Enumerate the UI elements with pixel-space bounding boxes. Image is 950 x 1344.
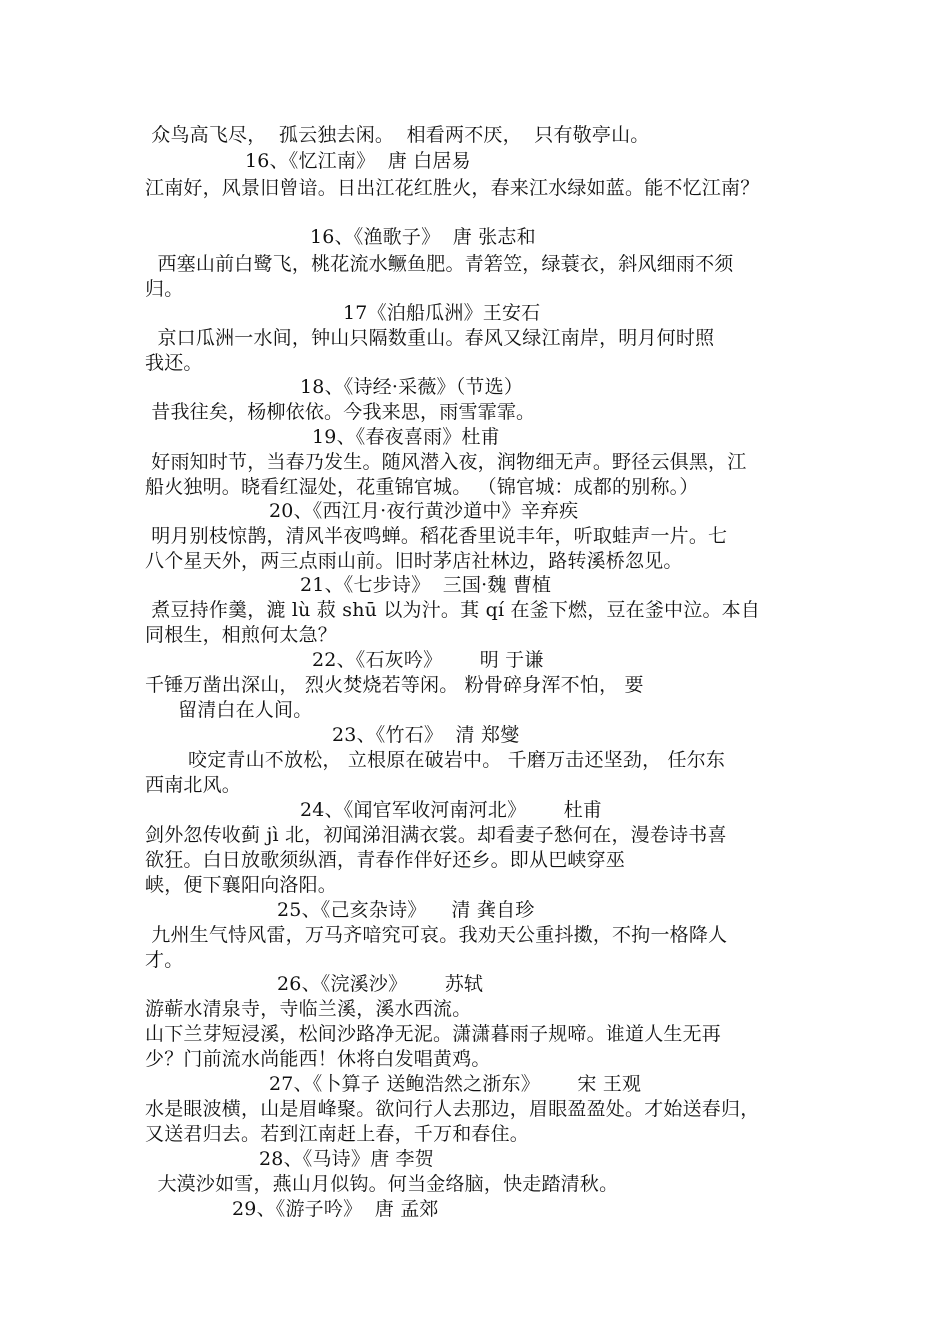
poem-line: 留清白在人间。 xyxy=(178,699,313,721)
poem-line: 欲狂。白日放歌须纵酒，青春作伴好还乡。即从巴峡穿巫 xyxy=(145,849,626,871)
poem-line: 我还。 xyxy=(145,352,203,374)
poem-line: 才。 xyxy=(145,949,184,971)
poem-line: 又送君归去。若到江南赶上春，千万和春住。 xyxy=(145,1123,530,1145)
poem-line: 山下兰芽短浸溪，松间沙路净无泥。潇潇暮雨子规啼。谁道人生无再 xyxy=(145,1023,722,1045)
poem-line: 八个星天外，两三点雨山前。旧时茅店社林边，路转溪桥忽见。 xyxy=(145,550,683,572)
poem-title: 16、《渔歌子》 唐 张志和 xyxy=(310,226,536,248)
poem-title: 25、《己亥杂诗》 清 龚自珍 xyxy=(277,899,535,921)
poem-title: 20、《西江月·夜行黄沙道中》辛弃疾 xyxy=(269,500,579,522)
poem-line: 众鸟高飞尽， 孤云独去闲。 相看两不厌， 只有敬亭山。 xyxy=(145,124,650,146)
poem-line: 好雨知时节，当春乃发生。随风潜入夜，润物细无声。野径云俱黑，江 xyxy=(145,451,747,473)
poem-line: 咬定青山不放松， 立根原在破岩中。 千磨万击还坚劲， 任尔东 xyxy=(188,749,726,771)
poem-line: 煮豆持作羹，漉 lù 菽 shū 以为汁。萁 qí 在釜下燃，豆在釜中泣。本自 xyxy=(145,599,761,621)
poem-line: 江南好，风景旧曾谙。日出江花红胜火，春来江水绿如蓝。能不忆江南？ xyxy=(145,177,760,199)
poem-line: 西南北风。 xyxy=(145,774,242,796)
poem-line: 九州生气恃风雷，万马齐喑究可哀。我劝天公重抖擞，不拘一格降人 xyxy=(145,924,728,946)
poem-line: 同根生，相煎何太急？ xyxy=(145,624,338,646)
poem-title: 17《泊船瓜洲》王安石 xyxy=(343,302,541,324)
poem-title: 24、《闻官军收河南河北》 杜甫 xyxy=(300,799,603,821)
poem-line: 明月别枝惊鹊，清风半夜鸣蝉。稻花香里说丰年，听取蛙声一片。七 xyxy=(145,525,728,547)
poem-line: 大漠沙如雪，燕山月似钩。何当金络脑，快走踏清秋。 xyxy=(145,1173,619,1195)
poem-title: 18、《诗经·采薇》（节选） xyxy=(300,376,524,398)
poem-line: 昔我往矣，杨柳依依。今我来思，雨雪霏霏。 xyxy=(145,401,536,423)
poem-line: 峡，便下襄阳向洛阳。 xyxy=(145,874,338,896)
poem-title: 22、《石灰吟》 明 于谦 xyxy=(312,649,544,671)
poem-line: 千锤万凿出深山， 烈火焚烧若等闲。 粉骨碎身浑不怕， 要 xyxy=(145,674,644,696)
poem-title: 21、《七步诗》 三国·魏 曹植 xyxy=(300,574,552,596)
poem-title: 28、《马诗》唐 李贺 xyxy=(259,1148,434,1170)
poem-title: 26、《浣溪沙》 苏轼 xyxy=(277,973,484,995)
poem-title: 27、《卜算子 送鲍浩然之浙东》 宋 王观 xyxy=(269,1073,642,1095)
poem-line: 京口瓜洲一水间，钟山只隔数重山。春风又绿江南岸，明月何时照 xyxy=(145,327,715,349)
poem-line: 少？门前流水尚能西！休将白发唱黄鸡。 xyxy=(145,1048,491,1070)
poem-title: 23、《竹石》 清 郑燮 xyxy=(332,724,520,746)
poem-title: 19、《春夜喜雨》杜甫 xyxy=(312,426,500,448)
poem-line: 船火独明。晓看红湿处，花重锦官城。 （锦官城：成都的别称。） xyxy=(145,476,699,498)
poem-title: 29、《游子吟》 唐 孟郊 xyxy=(232,1198,439,1220)
poem-title: 16、《忆江南》 唐 白居易 xyxy=(245,150,471,172)
poem-line: 归。 xyxy=(145,278,184,300)
poem-line: 剑外忽传收蓟 jì 北，初闻涕泪满衣裳。却看妻子愁何在，漫卷诗书喜 xyxy=(145,824,727,846)
poem-line: 游蕲水清泉寺，寺临兰溪，溪水西流。 xyxy=(145,998,472,1020)
poem-line: 西塞山前白鹭飞，桃花流水鳜鱼肥。青箬笠，绿蓑衣，斜风细雨不须 xyxy=(145,253,734,275)
poem-line: 水是眼波横，山是眉峰聚。欲问行人去那边，眉眼盈盈处。才始送春归， xyxy=(145,1098,760,1120)
